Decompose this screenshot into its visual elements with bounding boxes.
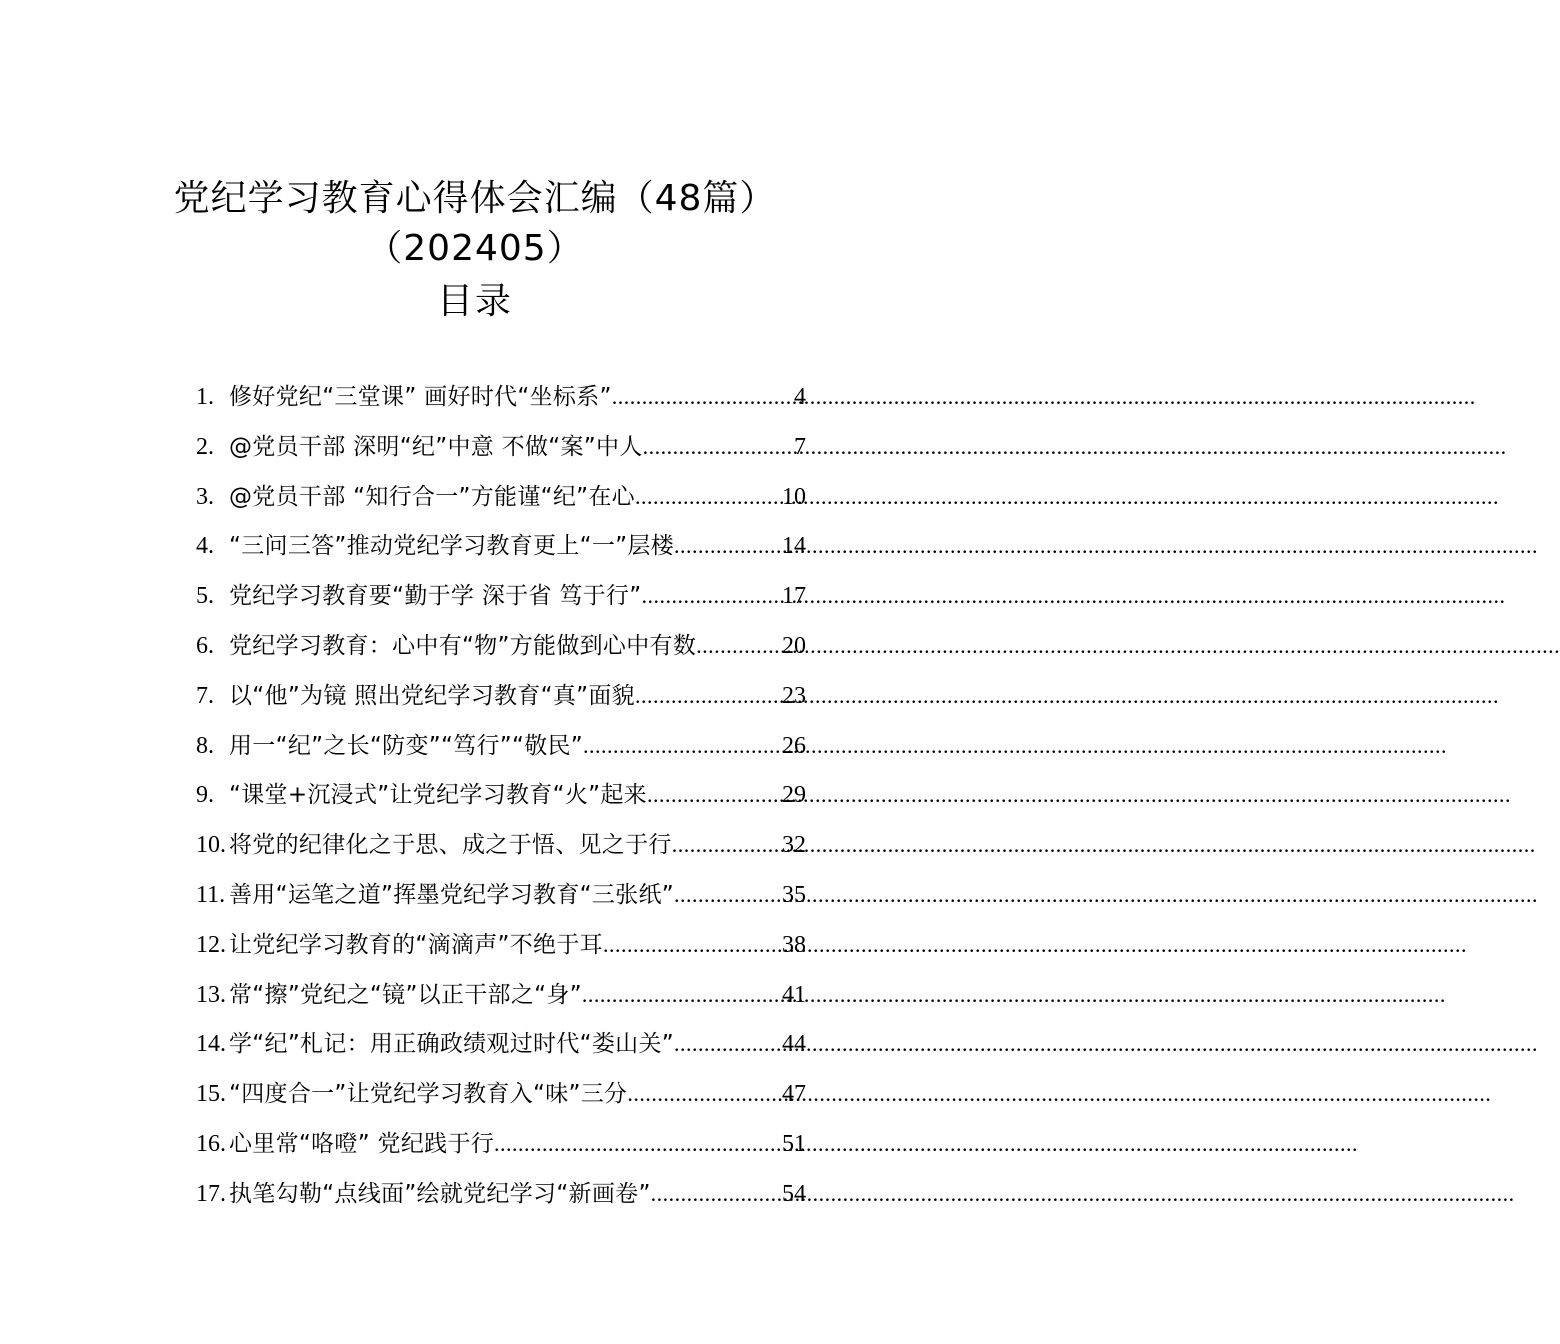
toc-entry-page: 20: [782, 632, 806, 659]
toc-entry-page: 51: [782, 1130, 806, 1157]
table-of-contents: [196, 378, 806, 1225]
toc-entry[interactable]: [196, 1025, 806, 1075]
toc-entry-number: 16.: [196, 1130, 226, 1157]
toc-entry-page: 26: [782, 732, 806, 759]
toc-dot-leader: [627, 1081, 782, 1107]
toc-entry-title: 用一“纪”之长“防变”“笃行”“敬民”: [229, 732, 584, 759]
toc-entry-number: 1.: [196, 384, 214, 410]
toc-entry-title: 党纪学习教育：心中有“物”方能做到心中有数: [229, 632, 697, 659]
toc-entry[interactable]: [196, 478, 806, 528]
toc-entry-page: 44: [782, 1031, 806, 1058]
toc-dot-leader: [672, 832, 782, 858]
toc-dot-leader: [696, 633, 782, 659]
toc-dot-leader: [635, 683, 782, 709]
toc-entry[interactable]: [196, 378, 806, 428]
toc-dot-leader: [651, 1181, 782, 1207]
toc-entry-title: @党员干部 “知行合一”方能谨“纪”在心: [229, 483, 635, 510]
toc-dot-leader: [643, 434, 794, 460]
toc-entry-page: 23: [782, 682, 806, 709]
toc-entry[interactable]: [196, 577, 806, 627]
toc-dot-leader: [674, 1031, 782, 1057]
toc-entry-page: 47: [782, 1081, 806, 1108]
toc-dot-leader: [603, 932, 782, 958]
toc-entry-title: 执笔勾勒“点线面”绘就党纪学习“新画卷”: [229, 1180, 651, 1207]
toc-entry-title: “四度合一”让党纪学习教育入“味”三分: [229, 1081, 628, 1108]
toc-entry-title: 让党纪学习教育的“滴滴声”不绝于耳: [229, 931, 603, 958]
toc-entry[interactable]: [196, 976, 806, 1026]
toc-entry-title: 心里常“咯噔” 党纪践于行: [229, 1130, 495, 1157]
toc-entry-title: 修好党纪“三堂课” 画好时代“坐标系”: [229, 384, 612, 410]
toc-entry-page: 41: [782, 981, 806, 1008]
toc-entry-page: 54: [782, 1180, 806, 1207]
toc-dot-leader: [674, 533, 782, 559]
toc-dot-leader: [635, 484, 782, 510]
toc-entry-number: 13.: [196, 981, 226, 1008]
toc-entry-page: 32: [782, 832, 806, 859]
toc-entry-number: 11.: [196, 881, 226, 908]
toc-entry-number: 8.: [196, 732, 214, 759]
toc-entry[interactable]: [196, 876, 806, 926]
toc-entry-page: 29: [782, 782, 806, 809]
toc-entry-number: 7.: [196, 682, 214, 709]
toc-entry-number: 9.: [196, 782, 214, 809]
toc-entry-page: 4: [794, 384, 806, 410]
toc-entry-title: 学“纪”札记：用正确政绩观过时代“娄山关”: [229, 1031, 674, 1058]
toc-dot-leader: [494, 1131, 782, 1157]
toc-dot-leader: [641, 583, 782, 609]
toc-entry-title: 党纪学习教育要“勤于学 深于省 笃于行”: [229, 583, 642, 610]
toc-dot-leader: [582, 982, 782, 1008]
toc-entry[interactable]: [196, 527, 806, 577]
toc-dot-leader: [647, 782, 782, 808]
toc-entry-number: 4.: [196, 533, 214, 560]
toc-entry[interactable]: [196, 1125, 806, 1175]
toc-entry[interactable]: [196, 926, 806, 976]
toc-dot-leader: [612, 384, 794, 410]
toc-entry-title: 善用“运笔之道”挥墨党纪学习教育“三张纸”: [229, 881, 674, 908]
toc-entry[interactable]: [196, 1075, 806, 1125]
toc-entry-page: 7: [794, 433, 806, 460]
toc-entry-page: 38: [782, 931, 806, 958]
toc-entry[interactable]: [196, 1175, 806, 1225]
toc-entry[interactable]: [196, 677, 806, 727]
document-title: 党纪学习教育心得体会汇编（48篇）（202405）: [173, 178, 777, 269]
toc-entry-title: 将党的纪律化之于思、成之于悟、见之于行: [229, 832, 672, 859]
toc-entry-page: 17: [782, 583, 806, 610]
toc-entry[interactable]: [196, 428, 806, 478]
toc-entry-number: 17.: [196, 1180, 226, 1207]
toc-dot-leader: [674, 882, 782, 908]
toc-entry-page: 14: [782, 533, 806, 560]
toc-entry[interactable]: [196, 826, 806, 876]
toc-entry-title: “三问三答”推动党纪学习教育更上“一”层楼: [229, 533, 674, 560]
toc-heading: 目录: [436, 281, 513, 322]
toc-entry-title: @党员干部 深明“纪”中意 不做“案”中人: [229, 433, 643, 460]
toc-entry[interactable]: [196, 727, 806, 777]
toc-entry-page: 35: [782, 881, 806, 908]
toc-dot-leader: [583, 733, 782, 759]
toc-entry[interactable]: [196, 776, 806, 826]
toc-entry-title: 以“他”为镜 照出党纪学习教育“真”面貌: [229, 682, 635, 709]
toc-entry[interactable]: [196, 627, 806, 677]
toc-entry-number: 3.: [196, 483, 214, 510]
toc-entry-number: 10.: [196, 832, 226, 859]
toc-entry-number: 2.: [196, 433, 214, 460]
toc-entry-number: 12.: [196, 931, 226, 958]
toc-entry-title: 常“擦”党纪之“镜”以正干部之“身”: [229, 981, 582, 1008]
toc-entry-number: 6.: [196, 632, 214, 659]
toc-entry-number: 5.: [196, 583, 214, 610]
toc-entry-number: 14.: [196, 1031, 226, 1058]
toc-entry-page: 10: [782, 483, 806, 510]
toc-entry-number: 15.: [196, 1081, 226, 1108]
toc-entry-title: “课堂+沉浸式”让党纪学习教育“火”起来: [229, 782, 647, 809]
